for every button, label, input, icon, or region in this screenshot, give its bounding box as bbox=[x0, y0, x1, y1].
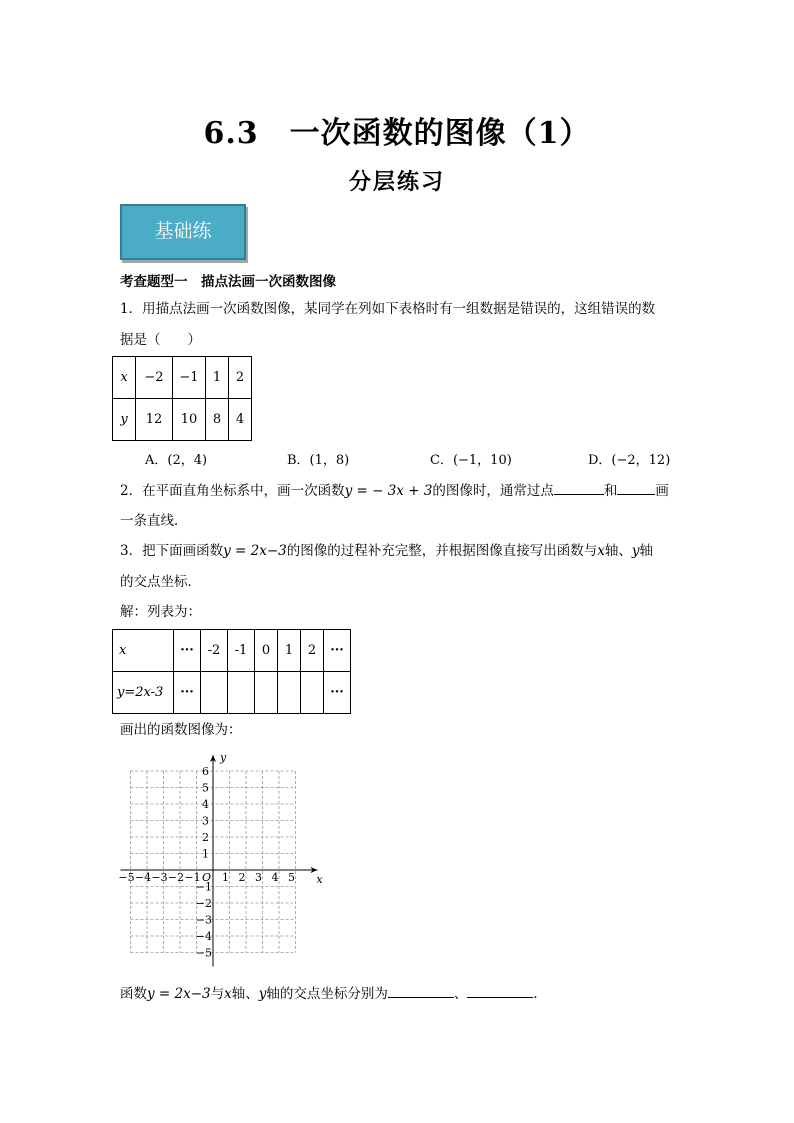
x-tick-label: 2 bbox=[238, 871, 246, 884]
q3-line1 bbox=[120, 541, 653, 561]
x-tick-label: −2 bbox=[167, 871, 185, 884]
y-tick-label: −1 bbox=[195, 880, 212, 894]
x-tick-label: 1 bbox=[222, 871, 229, 884]
q3-final-x: x bbox=[224, 986, 232, 1002]
y-tick-label: 6 bbox=[202, 765, 209, 778]
q3-text: 轴、 bbox=[604, 543, 632, 559]
q1-table-cell: 2 bbox=[229, 357, 252, 399]
y-tick-label: 3 bbox=[202, 814, 209, 828]
q3-table-cell: 1 bbox=[278, 630, 301, 672]
x-tick-label: 5 bbox=[288, 871, 295, 884]
q3-table-empty-cell[interactable] bbox=[255, 672, 278, 714]
q3-table-empty-cell[interactable] bbox=[278, 672, 301, 714]
q2-blank-2[interactable] bbox=[617, 480, 655, 495]
y-tick-label: 5 bbox=[202, 781, 209, 795]
page-subtitle: 分层练习 bbox=[348, 169, 445, 195]
q3-final-line bbox=[120, 983, 547, 1004]
x-tick-label: −4 bbox=[134, 871, 152, 884]
q1-table-cell: −1 bbox=[173, 357, 206, 399]
x-tick-label: −3 bbox=[151, 871, 168, 884]
q1-table-cell: 4 bbox=[229, 399, 252, 441]
q3-blank-y-intercept[interactable] bbox=[467, 983, 533, 998]
q1-table-x-label: x bbox=[113, 357, 136, 399]
q3-table-y-label: y=2x-3 bbox=[113, 672, 174, 714]
q1-table bbox=[112, 356, 252, 441]
q1-line2: 据是（ ） bbox=[120, 332, 201, 348]
q2-text: 2．在平面直角坐标系中，画一次函数 bbox=[120, 483, 345, 499]
x-tick-label: −5 bbox=[118, 871, 135, 884]
q3-text: 3．把下面画函数 bbox=[120, 543, 224, 559]
q1-table-cell: 10 bbox=[173, 399, 206, 441]
q3-final-text: 函数 bbox=[120, 986, 147, 1002]
q3-x-axis: x bbox=[597, 543, 605, 559]
y-tick-label: 2 bbox=[202, 831, 209, 844]
q3-final-end: ． bbox=[533, 986, 547, 1002]
q3-table-empty-cell[interactable] bbox=[301, 672, 324, 714]
y-tick-label: 1 bbox=[202, 847, 209, 861]
q3-table-ellipsis: ··· bbox=[324, 672, 351, 714]
q3-final-text: 与 bbox=[210, 986, 225, 1002]
q3-table-ellipsis: ··· bbox=[174, 672, 201, 714]
y-tick-label: −3 bbox=[195, 913, 212, 927]
y-tick-label: −4 bbox=[195, 930, 212, 943]
q3-solution: 解：列表为： bbox=[120, 604, 201, 620]
q1-table-cell: −2 bbox=[136, 357, 173, 399]
q2-line2: 一条直线． bbox=[120, 513, 188, 529]
q3-table-cell: 2 bbox=[301, 630, 324, 672]
x-tick-label: 4 bbox=[271, 871, 279, 884]
level-badge: 基础练 bbox=[120, 204, 246, 260]
q3-final-y: y bbox=[258, 986, 267, 1002]
y-tick-label: −5 bbox=[195, 946, 212, 960]
q3-table-cell: 0 bbox=[255, 630, 278, 672]
q3-final-text: 轴、 bbox=[231, 986, 259, 1002]
q3-table bbox=[112, 629, 351, 714]
q3-formula: y = 2x−3 bbox=[223, 543, 287, 559]
q3-final-text: 轴的交点坐标分别为 bbox=[266, 986, 388, 1002]
x-tick-label: −1 bbox=[184, 871, 201, 884]
q3-text: 的图像的过程补充完整，并根据图像直接写出函数与 bbox=[286, 543, 598, 559]
q3-final-formula: y = 2x−3 bbox=[147, 986, 211, 1002]
q2-text: 画 bbox=[655, 483, 669, 499]
q3-blank-x-intercept[interactable] bbox=[388, 983, 454, 998]
q1-table-y-label: y bbox=[113, 399, 136, 441]
y-tick-label: 4 bbox=[202, 798, 209, 811]
q3-line2: 的交点坐标． bbox=[120, 574, 201, 590]
q1-option-b: B．(1，8) bbox=[287, 453, 350, 468]
q3-table-empty-cell[interactable] bbox=[201, 672, 228, 714]
q3-table-ellipsis: ··· bbox=[174, 630, 201, 672]
q2-text: 和 bbox=[603, 483, 618, 499]
q3-text: 轴 bbox=[639, 543, 653, 559]
x-tick-label: 3 bbox=[255, 871, 262, 884]
q3-table-ellipsis: ··· bbox=[324, 630, 351, 672]
origin-label: O bbox=[201, 871, 211, 884]
tick-labels bbox=[118, 751, 323, 960]
q1-option-d: D．(−2，12) bbox=[588, 453, 671, 468]
y-tick-label: −2 bbox=[195, 897, 212, 910]
q3-final-sep: 、 bbox=[453, 986, 468, 1002]
q3-table-x-label: x bbox=[113, 630, 174, 672]
q3-table-empty-cell[interactable] bbox=[228, 672, 255, 714]
page-title: 6.3 一次函数的图像（1） bbox=[203, 116, 591, 151]
q1-line1: 1．用描点法画一次函数图像，某同学在列如下表格时有一组数据是错误的，这组错误的数 bbox=[120, 301, 656, 317]
q3-graph-caption: 画出的函数图像为： bbox=[120, 722, 242, 738]
y-axis-label: y bbox=[220, 751, 227, 764]
q1-table-cell: 12 bbox=[136, 399, 173, 441]
q1-option-a: A．(2，4) bbox=[145, 453, 208, 468]
x-axis-label: x bbox=[316, 873, 323, 886]
q1-option-c: C．(−1，10) bbox=[430, 453, 512, 468]
q2-formula: y = − 3x + 3 bbox=[344, 483, 433, 499]
q2-line1 bbox=[120, 480, 669, 501]
q3-y-axis: y bbox=[631, 543, 640, 559]
axes bbox=[121, 755, 318, 967]
q2-text: 的图像时，通常过点 bbox=[432, 483, 554, 499]
coordinate-grid bbox=[110, 740, 340, 980]
q1-table-cell: 1 bbox=[206, 357, 229, 399]
q2-blank-1[interactable] bbox=[554, 480, 604, 495]
q1-table-cell: 8 bbox=[206, 399, 229, 441]
q3-table-cell: -2 bbox=[201, 630, 228, 672]
section-title: 考查题型一 描点法画一次函数图像 bbox=[120, 274, 336, 290]
q3-table-cell: -1 bbox=[228, 630, 255, 672]
